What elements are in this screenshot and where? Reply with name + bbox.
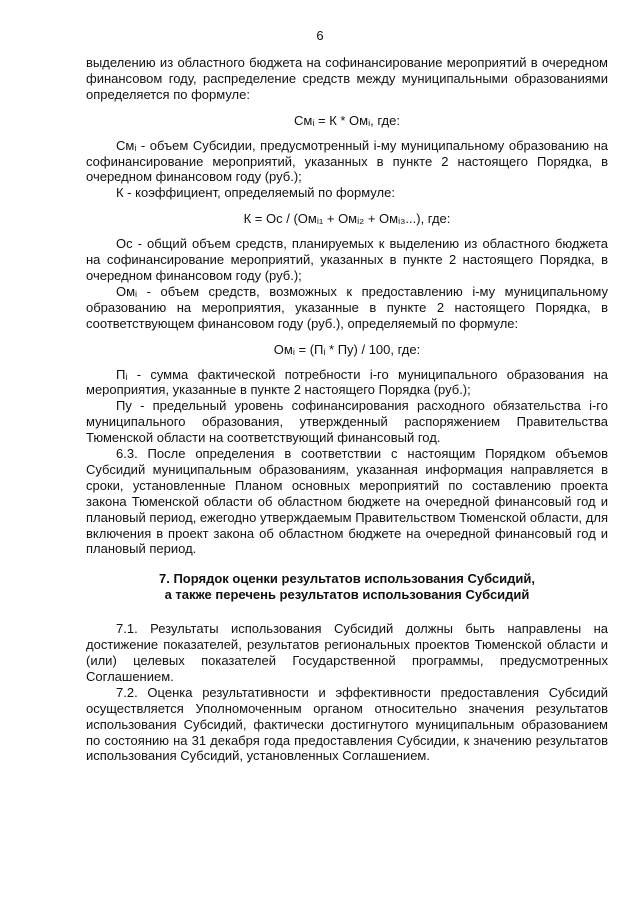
paragraph-formula-intro: выделению из областного бюджета на софинансирование мероприятий в очередном финансовом году, распределение средств между муниципальными образованиями определяется по формуле: (86, 55, 608, 102)
document-body (86, 55, 608, 764)
paragraph-7-2: 7.2. Оценка результативности и эффективности предоставления Субсидий осуществляется Уполномоченным органом относительно значения результатов использования Субсидий, фактически достигнутого муниципальным образованием по состоянию на 31 декабря года предоставления Субсидии, к значению результатов использования Субсидий, установленных Соглашением. (86, 684, 608, 764)
formula-omi: Омᵢ = (Пᵢ * Пу) / 100, где: (273, 341, 421, 357)
section-7-heading-line-1: 7. Порядок оценки результатов использования Субсидий, (159, 571, 535, 587)
paragraph-pi-definition: Пᵢ - сумма фактической потребности i-го муниципального образования на мероприятия, указанные в пункте 2 настоящего Порядка (руб.); (86, 366, 608, 398)
formula-subsidy: Смᵢ = К * Омᵢ, где: (294, 112, 400, 128)
paragraph-omi-definition: Омᵢ - объем средств, возможных к предоставлению i-му муниципальному образованию на мероприятия, указанные в пункте 2 настоящего Порядка, в соответствующем финансовом году (руб.), определяемый по формуле: (86, 283, 608, 331)
paragraph-6-3: 6.3. После определения в соответствии с настоящим Порядком объемов Субсидий муниципальным образованиям, указанная информация направляется в сроки, установленные Планом основных мероприятий по составлению проекта закона Тюменской области об областном бюджете на очередной финансовый год и плановый период, ежегодно утверждаемым Правительством Тюменской области, для включения в проект закона об областном бюджете на очередной финансовый год и плановый период. (86, 446, 608, 557)
formula-coefficient: К = Ос / (Омᵢ₁ + Омᵢ₂ + Омᵢ₃...), где: (243, 211, 451, 227)
paragraph-smi-definition: Смᵢ - объем Субсидии, предусмотренный i-му муниципальному образованию на софинансирование мероприятий, указанных в пункте 2 настоящего Порядка, в очередном финансовом году (руб.); (86, 137, 608, 185)
section-7-heading (86, 571, 608, 603)
section-7-heading-line-2: а также перечень результатов использования Субсидий (164, 587, 530, 603)
paragraph-k-definition: К - коэффициент, определяемый по формуле: (116, 185, 395, 201)
page-number: 6 (316, 28, 324, 43)
paragraph-pu-definition: Пу - предельный уровень софинансирования расходного обязательства i-го муниципального образования, утвержденный распоряжением Правительства Тюменской области на соответствующий финансовый год. (86, 398, 608, 446)
paragraph-7-1: 7.1. Результаты использования Субсидий должны быть направлены на достижение показателей, результатов региональных проектов Тюменской области и (или) целевых показателей Государственной программы, предусмотренных Соглашением. (86, 621, 608, 684)
paragraph-os-definition: Ос - общий объем средств, планируемых к выделению из областного бюджета на софинансирование мероприятий, указанных в пункте 2 настоящего Порядка, в очередном финансовом году (руб.); (86, 236, 608, 283)
